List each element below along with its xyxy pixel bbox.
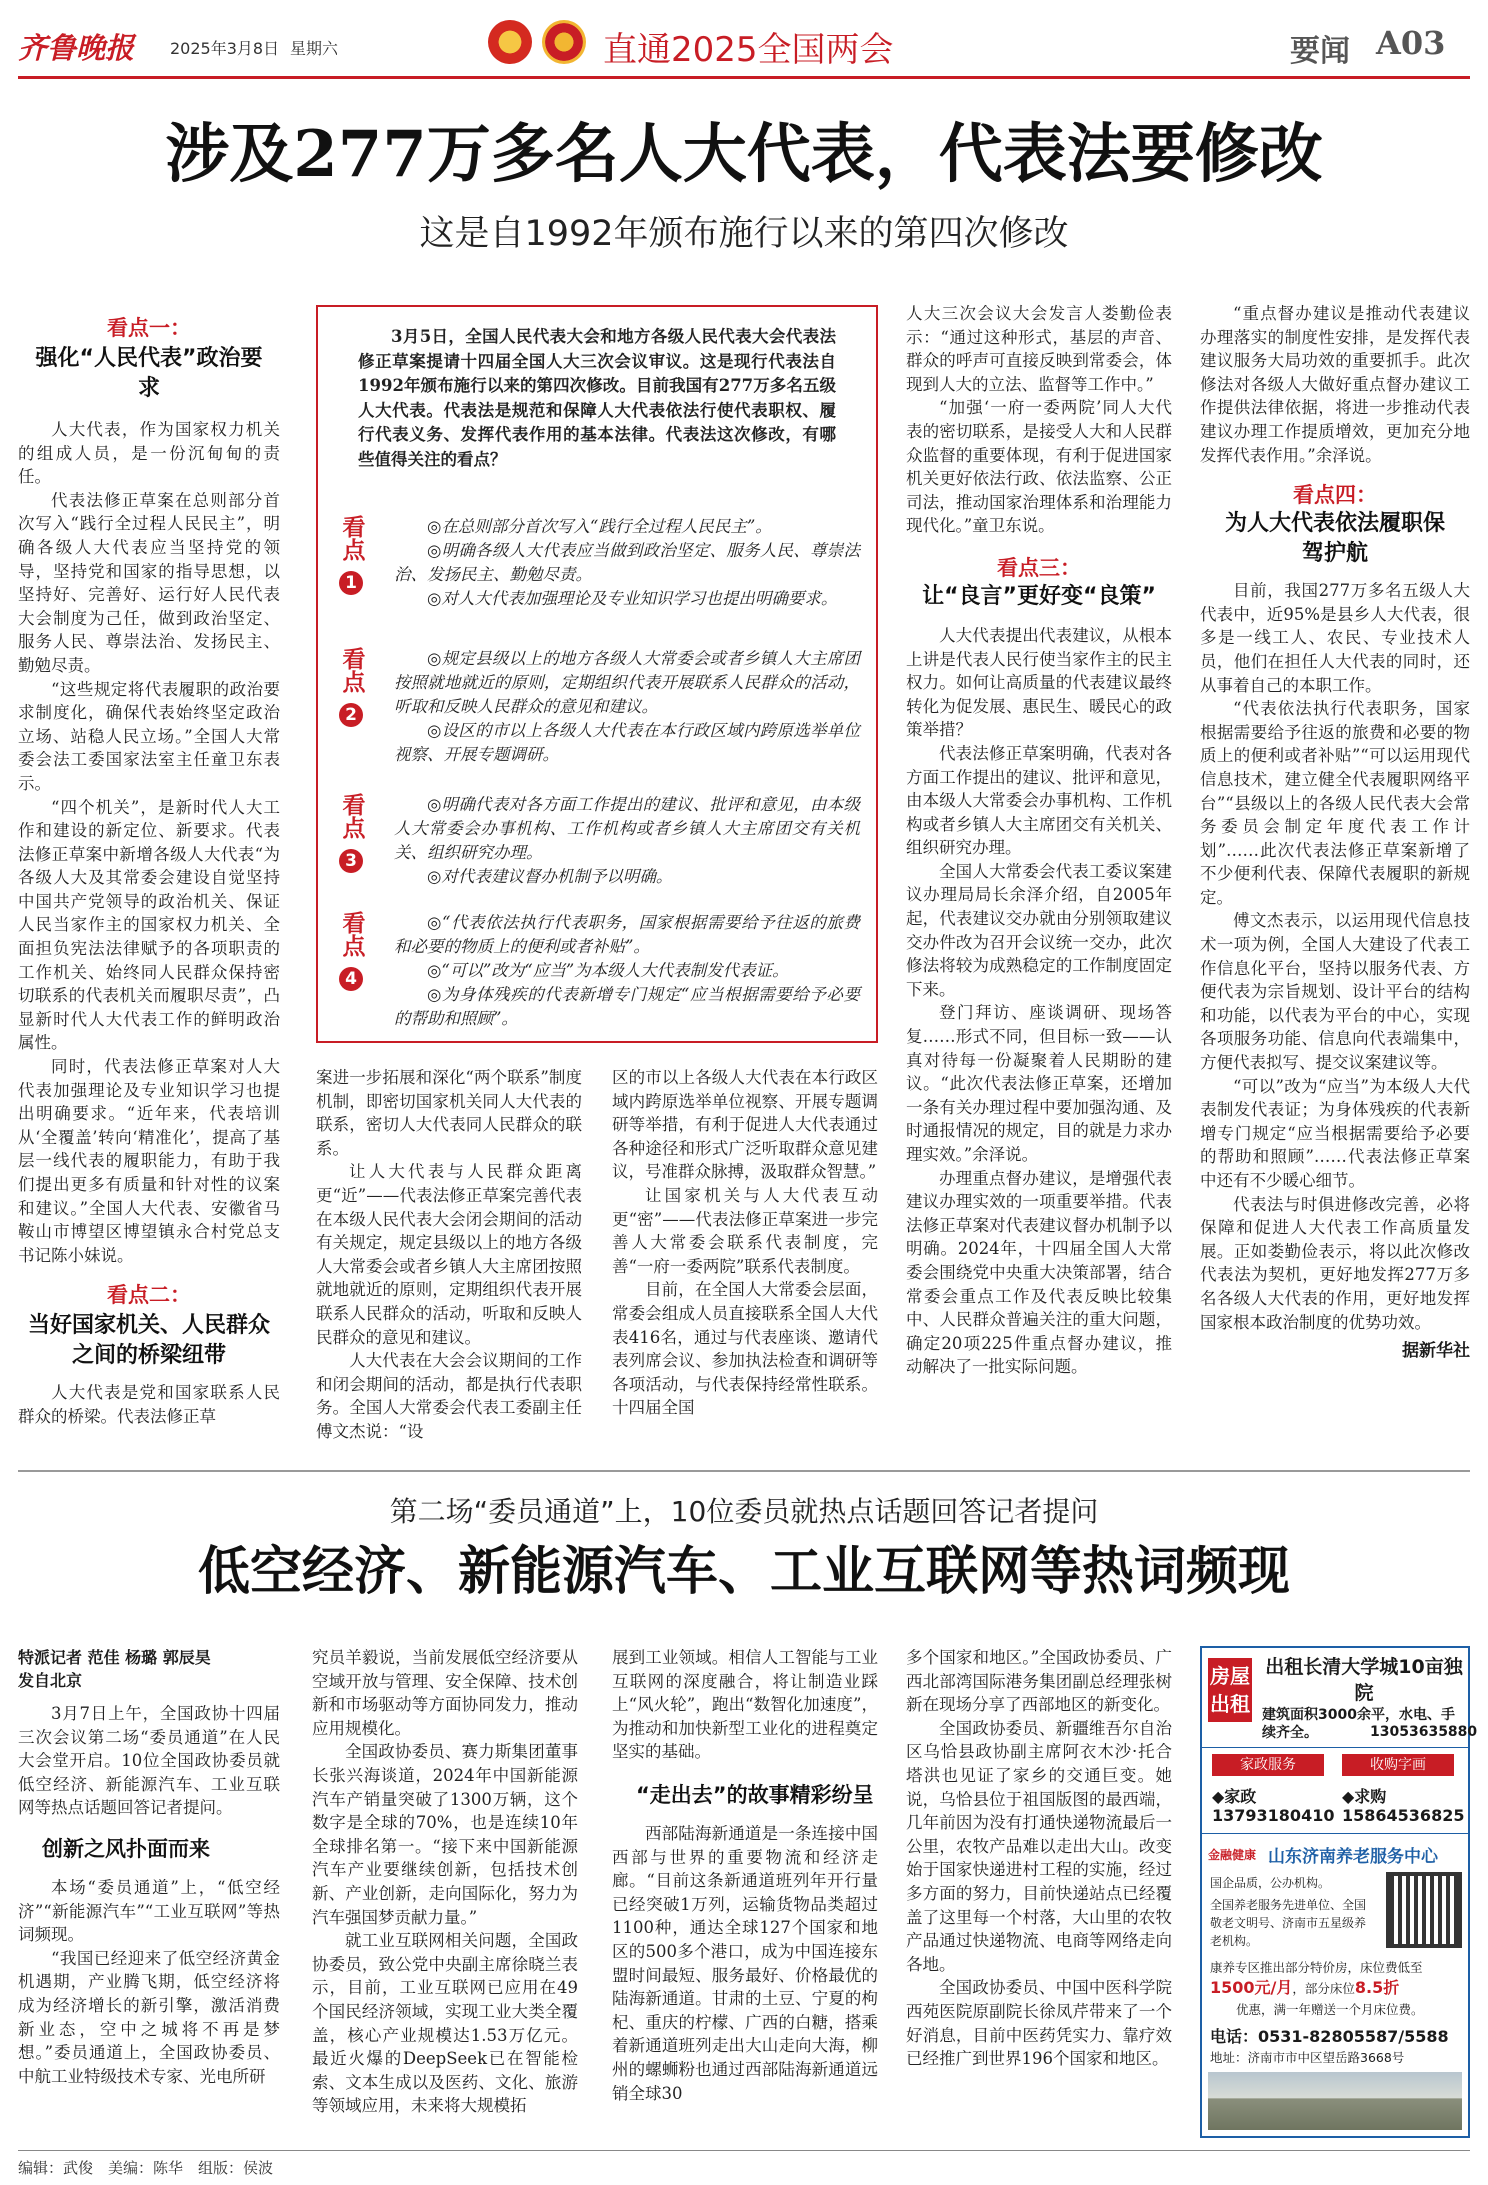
elder-promo: 优惠，满一年赠送一个月床位费。 [1236, 2002, 1424, 2017]
paragraph: 展到工业领域。相信人工智能与工业互联网的深度融合，将让制造业踩上“风火轮”，跑出“数智化加速度”，为推动和加快新型工业化的进程奠定坚实的基础。 [612, 1648, 878, 1762]
story2-subhead-1: 创新之风扑面而来 [42, 1836, 210, 1861]
paragraph: 区的市以上各级人大代表在本行政区域内跨原选举单位视察、开展专题调研等举措，有利于促进人大代表通过各种途径和形式广泛听取群众意见建议，号准群众脉搏，汲取群众智慧。” [612, 1068, 878, 1182]
kandian-4-title: 为人大代表依法履职保驾护航 [1224, 511, 1445, 567]
masthead [18, 18, 1470, 72]
paragraph: 让人大代表与人民群众距离更“近”——代表法修正草案完善代表在本级人民代表大会闭会期间的活动有关规定，规定县级以上的地方各级人大常委会或者乡镇人大主席团按照就地就近的原则，定期组织代表开展联系人民群众的活动，听取和反映人民群众的意见和建议。 [316, 1162, 582, 1347]
story1-lead: 3月5日，全国人民代表大会和地方各级人民代表大会代表法修正草案提请十四届全国人大三次会议审议。这是现行代表法自1992年颁布施行以来的第四次修改。目前我国有277万多名五级人大代表。代表法是规范和保障人大代表依法行使代表职权、履行代表义务、发挥代表作用的基本法律。代表法这次修改，有哪些值得关注的看点？ [358, 327, 836, 469]
paragraph: 代表法与时俱进修改完善，必将保障和促进人大代表工作高质量发展。正如娄勤俭表示，将以此次修改代表法为契机，更好地发挥277万多名各级人大代表的作用，更好地发挥国家根本政治制度的优势功效。 [1200, 1194, 1470, 1332]
story1-points-box [316, 305, 878, 1043]
point-tag [334, 793, 368, 873]
paragraph: 3月7日上午，全国政协十四届三次会议第二场“委员通道”在人民大会堂开启。10位全国政协委员就低空经济、新能源汽车、工业互联网等热点话题回答记者提问。 [18, 1704, 280, 1818]
point-tag-text: 看点 [338, 793, 365, 839]
cppcc-emblem-icon [542, 20, 586, 64]
newspaper-logo: 齐鲁晚报 [18, 31, 135, 65]
house-title: 出租长清大学城10亩独院 [1265, 1656, 1463, 1704]
paragraph: 人大三次会议大会发言人娄勤俭表示：“通过这种形式，基层的声音、群众的呼声可直接反映到常委会，体现到人大的立法、监督等工作中。” [906, 304, 1172, 394]
paragraph: “可以”改为“应当”为本级人大代表制发代表证；为身体残疾的代表新增专门规定“应当根据需要给予必要的帮助和照顾”……代表法修正草案中还有不少暖心细节。 [1200, 1076, 1470, 1190]
classified-ads [1200, 1646, 1478, 2138]
kandian-3-label: 看点三： [997, 555, 1081, 580]
elderly-care-ad [1202, 1834, 1468, 2136]
elder-title: 山东济南养老服务中心 [1268, 1847, 1438, 1867]
byline-reporters: 特派记者 范佳 杨璐 郭辰昊 [18, 1648, 211, 1667]
point-number-badge: 2 [339, 703, 363, 727]
paragraph: 案进一步拓展和深化“两个联系”制度机制，即密切国家机关同人大代表的联系，密切人大代表同人民群众的联系。 [316, 1068, 582, 1158]
paragraph: 就工业互联网相关问题，全国政协委员，致公党中央副主席徐晓兰表示，目前，工业互联网已应用在49个国民经济领域，实现工业大类全覆盖，核心产业规模达1.53万亿元。最近火爆的DeepSeek已在智能检索、文本生成以及医药、文化、旅游等领域应用，未来将大规模拓 [312, 1931, 578, 2116]
elder-discount: 8.5折 [1354, 1978, 1400, 1997]
point-3 [334, 793, 860, 889]
paragraph: 全国政协委员、新疆维吾尔自治区乌恰县政协副主席阿衣木沙·托合塔洪也见证了家乡的交通巨变。她说，乌恰县位于祖国版图的最西端，几年前因为没有打通快递物流最后一公里，农牧产品难以走出大山。改变始于国家快递进村工程的实施，经过多方面的努力，目前快递站点已经覆盖了这里每一个村落，大山里的农牧产品通过快递物流、电商等网络走向各地。 [906, 1718, 1172, 1974]
point-number-badge: 1 [339, 571, 363, 595]
housekeeping-phone: 13793180410 [1212, 1806, 1335, 1825]
story2-column-1 [18, 1646, 280, 2088]
housekeeping-tag: 家政服务 [1212, 1754, 1324, 1776]
point-item: ◎对人大代表加强理论及专业知识学习也提出明确要求。 [427, 589, 838, 608]
paragraph: 全国政协委员、赛力斯集团董事长张兴海谈道，2024年中国新能源汽车产销量突破了1300万辆，这个数字是全球的70%，也是连续10年全球排名第一。“接下来中国新能源汽车产业要继续创新，包括技术创新、产业创新，走向国际化，努力为汽车强国梦贡献力量。” [312, 1742, 578, 1927]
paragraph: “四个机关”，是新时代人大工作和建设的新定位、新要求。代表法修正草案中新增各级人大代表“为各级人大及其常委会建设自觉坚持中国共产党领导的政治机关、保证人民当家作主的国家权力机关、全面担负宪法法律赋予的各项职责的工作机关、始终同人民群众保持密切联系的代表机关而履职尽责”，凸显新时代人大代表工作的鲜明政治属性。 [18, 797, 280, 1053]
point-tag [334, 911, 368, 991]
story2-subhead-2: “走出去”的故事精彩纷呈 [636, 1782, 874, 1807]
paragraph: “我国已经迎来了低空经济黄金机遇期，产业腾飞期，低空经济将成为经济增长的新引擎，激活消费新业态，空中之城将不再是梦想。”委员通道上，全国政协委员、中航工业特级技术专家、光电所研 [18, 1948, 280, 2086]
purchase-label: ◆求购 [1342, 1787, 1387, 1806]
house-rental-ad [1202, 1648, 1478, 1748]
kandian-4-label: 看点四： [1293, 483, 1377, 508]
paragraph: “这些规定将代表履职的政治要求制度化，确保代表始终坚定政治立场、站稳人民立场。”全国人大常委会法工委国家法室主任童卫东表示。 [18, 679, 280, 793]
point-1 [334, 515, 860, 611]
kandian-3-title: 让“良言”更好变“良策” [922, 583, 1156, 609]
point-item: ◎“代表依法执行代表职务，国家根据需要给予往返的旅费和必要的物质上的便利或者补贴”。 [394, 913, 860, 956]
story2-column-2 [312, 1646, 578, 2118]
story1-headline: 涉及277万多名人大代表，代表法要修改 [165, 117, 1323, 192]
elder-brand: 金融健康 [1208, 1848, 1257, 1862]
story2-top-rule [18, 1470, 1470, 1472]
story1-subhead: 这是自1992年颁布施行以来的第四次修改 [419, 214, 1069, 254]
footer-credits: 编辑：武俊 美编：陈华 组版：侯波 [18, 2159, 274, 2177]
section-name: 要闻 [1290, 34, 1350, 69]
paragraph: 傅文杰表示，以运用现代信息技术一项为例，全国人大建设了代表工作信息化平台，坚持以服务代表、方便代表为宗旨规划、设计平台的结构和功能，以代表为平台的中心，实现各项服务功能、信息向代表端集中，方便代表拟写、提交议案建议等。 [1200, 911, 1470, 1073]
paragraph: 本场“委员通道”上，“低空经济”“新能源汽车”“工业互联网”等热词频现。 [18, 1877, 280, 1945]
story1-column-1 [18, 312, 280, 1429]
byline-location: 发自北京 [18, 1671, 83, 1690]
story1-column-5 [1200, 302, 1470, 1361]
house-phone: 13053635880 [1370, 1724, 1478, 1740]
paragraph: 人大代表在大会会议期间的工作和闭会期间的活动，都是执行代表职务。全国人大常委会代表工委副主任傅文杰说：“设 [316, 1351, 582, 1441]
story2-column-3 [612, 1646, 878, 2105]
point-tag-text: 看点 [338, 515, 365, 561]
purchase-tag: 收购字画 [1342, 1754, 1454, 1776]
story1-source: 据新华社 [1402, 1341, 1470, 1362]
qr-code-icon [1386, 1872, 1462, 1948]
story2-kicker: 第二场“委员通道”上，10位委员就热点话题回答记者提问 [389, 1495, 1099, 1528]
point-tag-text: 看点 [338, 647, 365, 693]
page-number: A03 [1376, 24, 1446, 62]
paragraph: 同时，代表法修正草案对人大代表加强理论及专业知识学习也提出明确要求。“近年来，代表培训从‘全覆盖’转向‘精准化’，提高了基层一线代表的履职能力，有助于我们提出更多有质量和针对性的议案和建议。”全国人大代表、安徽省马鞍山市博望区博望镇永合村党总支书记陈小妹说。 [18, 1057, 280, 1265]
paragraph: “代表依法执行代表职务，国家根据需要给予往返的旅费和必要的物质上的便利或者补贴”“可以运用现代信息技术，建立健全代表履职网络平台”“县级以上的各级人民代表大会常务委员会制定年度代表工作计划”……此次代表法修正草案新增了不少便利代表、保障代表履职的新规定。 [1200, 699, 1470, 907]
elder-price-mid: ，部分床位 [1292, 1981, 1355, 1996]
point-item: ◎规定县级以上的地方各级人大常委会或者乡镇人大主席团按照就地就近的原则，定期组织代表开展联系人民群众的活动，听取和反映人民群众的意见和建议。 [394, 649, 860, 716]
kandian-2-title: 当好国家机关、人民群众之间的桥梁纽带 [27, 1313, 270, 1369]
story1-column-3 [612, 1066, 878, 1420]
paragraph: 代表法修正草案在总则部分首次写入“践行全过程人民民主”，明确各级人大代表应当坚持党的领导，坚持党和国家的指导思想，以坚持好、完善好、运行好人民代表大会制度为己任，做到政治坚定、服务人民、尊崇法治、发扬民主、勤勉尽责。 [18, 490, 280, 675]
point-item: ◎“可以”改为“应当”为本级人大代表制发代表证。 [427, 961, 789, 980]
classified-row [1202, 1748, 1468, 1834]
story2-column-4 [906, 1646, 1172, 2071]
point-item: ◎明确代表对各方面工作提出的建议、批评和意见，由本级人大常委会办事机构、工作机构或者乡镇人大主席团交有关机关、组织研究办理。 [394, 795, 860, 862]
elder-price: 1500元/月 [1210, 1978, 1293, 1997]
point-number-badge: 3 [339, 849, 363, 873]
footer-rule [18, 2150, 1470, 2151]
point-item: ◎在总则部分首次写入“践行全过程人民民主”。 [427, 517, 772, 536]
point-2 [334, 647, 860, 767]
story1-column-4 [906, 302, 1172, 1379]
kandian-1-title: 强化“人民代表”政治要求 [35, 346, 263, 401]
point-item: ◎对代表建议督办机制予以明确。 [427, 867, 673, 886]
paragraph: 多个国家和地区。”全国政协委员、广西北部湾国际港务集团副总经理张树新在现场分享了西部地区的新变化。 [906, 1648, 1172, 1715]
paragraph: 究员羊毅说，当前发展低空经济要从空域开放与管理、安全保障、技术创新和市场驱动等方面协同发力，推动应用规模化。 [312, 1648, 578, 1738]
issue-date: 2025年3月8日 [170, 39, 280, 58]
housekeeping-label: ◆家政 [1212, 1787, 1257, 1806]
elder-tel: 电话：0531-82805587/5588 [1210, 2027, 1449, 2046]
paragraph: 西部陆海新通道是一条连接中国西部与世界的重要物流和经济走廊。“目前这条新通道班列年开行量已经突破1万列，运输货物品类超过1100种，通达全球127个国家和地区的500多个港口，成为中国连接东盟时间最短、服务最好、价格最优的陆海新通道。甘肃的土豆、宁夏的枸杞、重庆的柠檬、广西的白糖，搭乘着新通道班列走出大山走向大海，柳州的螺蛳粉也通过西部陆海新通道远销全球30 [612, 1823, 878, 2103]
point-tag-text: 看点 [338, 911, 365, 957]
point-item: ◎设区的市以上各级人大代表在本行政区域内跨原选举单位视察、开展专题调研。 [394, 721, 860, 764]
banner-title: 直通2025全国两会 [603, 30, 894, 70]
paragraph: 登门拜访、座谈调研、现场答复……形式不同，但目标一致——认真对待每一份凝聚着人民期盼的建议。“此次代表法修正草案，还增加一条有关办理过程中要加强沟通、及时通报情况的规定，目的就是力求办理实效。”余泽说。 [906, 1003, 1172, 1164]
paragraph: 全国人大常委会代表工委议案建议办理局局长余泽介绍，自2005年起，代表建议交办就由分别领取建议交办件改为召开会议统一交办，此次修法将较为成熟稳定的工作制度固定下来。 [906, 861, 1172, 999]
story1-column-2 [316, 1066, 582, 1444]
house-tag: 房屋出租 [1208, 1658, 1252, 1722]
elder-item: 全国养老服务先进单位、全国敬老文明号、济南市五星级养老机构。 [1210, 1898, 1367, 1948]
paragraph: 人大代表，作为国家权力机关的组成人员，是一份沉甸甸的责任。 [18, 420, 280, 487]
point-number-badge: 4 [339, 967, 363, 991]
elder-item: 国企品质，公办机构。 [1210, 1876, 1331, 1890]
paragraph: 全国政协委员、中国中医科学院西苑医院原副院长徐凤芹带来了一个好消息，目前中医药凭实力、靠疗效已经推广到世界196个国家和地区。 [906, 1978, 1172, 2069]
issue-weekday: 星期六 [290, 39, 339, 58]
building-photo [1208, 2072, 1462, 2130]
point-item: ◎明确各级人大代表应当做到政治坚定、服务人民、尊崇法治、发扬民主、勤勉尽责。 [394, 541, 860, 584]
kandian-2-label: 看点二： [107, 1283, 191, 1308]
house-desc: 建筑面积3000余平，水电、手续齐全。 [1262, 1707, 1455, 1741]
masthead-rule [18, 76, 1470, 79]
elder-price-line [1210, 1958, 1466, 1999]
paragraph: “加强‘一府一委两院’同人大代表的密切联系，是接受人大和人民群众监督的重要体现，有利于促进国家机关更好依法行政、依法监察、公正司法，推动国家治理体系和治理能力现代化。”童卫东说。 [906, 398, 1172, 536]
paragraph: 目前，在全国人大常委会层面，常委会组成人员直接联系全国人大代表416名，通过与代表座谈、邀请代表列席会议、参加执法检查和调研等各项活动，与代表保持经常性联系。十四届全国 [612, 1280, 878, 1418]
elder-addr: 地址：济南市市中区望岳路3668号 [1210, 2050, 1405, 2065]
point-tag [334, 515, 368, 595]
story2-headline: 低空经济、新能源汽车、工业互联网等热词频现 [197, 1541, 1290, 1602]
paragraph: 代表法修正草案明确，代表对各方面工作提出的建议、批评和意见，由本级人大常委会办事机构、工作机构或者乡镇人大主席团交有关机关、组织研究办理。 [906, 743, 1172, 858]
paragraph: “重点督办建议是推动代表建议办理落实的制度性安排，是发挥代表建议服务大局功效的重要抓手。此次修法对各级人大做好重点督办建议工作提供法律依据，将进一步推动代表建议办理工作提质增效，更加充分地发挥代表作用。”余泽说。 [1200, 304, 1470, 465]
paragraph: 让国家机关与人大代表互动更“密”——代表法修正草案进一步完善人大常委会联系代表制度，完善“一府一委两院”联系代表制度。 [612, 1185, 878, 1276]
point-item: ◎为身体残疾的代表新增专门规定“应当根据需要给予必要的帮助和照顾”。 [394, 985, 860, 1028]
national-emblem-icon [488, 20, 532, 64]
paragraph: 人大代表提出代表建议，从根本上讲是代表人民行使当家作主的民主权力。如何让高质量的代表建议最终转化为促发展、惠民生、暖民心的政策举措？ [906, 625, 1172, 740]
kandian-1-label: 看点一： [107, 316, 191, 340]
elder-price-pre: 康养专区推出部分特价房，床位费低至 [1210, 1960, 1423, 1975]
paragraph: 人大代表是党和国家联系人民群众的桥梁。代表法修正草 [18, 1383, 280, 1426]
point-tag [334, 647, 368, 727]
paragraph: 目前，我国277万多名五级人大代表中，近95%是县乡人大代表，很多是一线工人、农民、专业技术人员，他们在担任人大代表的同时，还从事着自己的本职工作。 [1200, 581, 1470, 695]
purchase-phone: 15864536825 [1342, 1806, 1465, 1825]
point-4 [334, 911, 860, 1031]
paragraph: 办理重点督办建议，是增强代表建议办理实效的一项重要举措。代表法修正草案对代表建议督办机制予以明确。2024年，十四届全国人大常委会围绕党中央重大决策部署，结合常委会重点工作及代表反映比较集中、人民群众普遍关注的重大问题，确定20项225件重点督办建议，推动解决了一批实际问题。 [906, 1168, 1172, 1377]
